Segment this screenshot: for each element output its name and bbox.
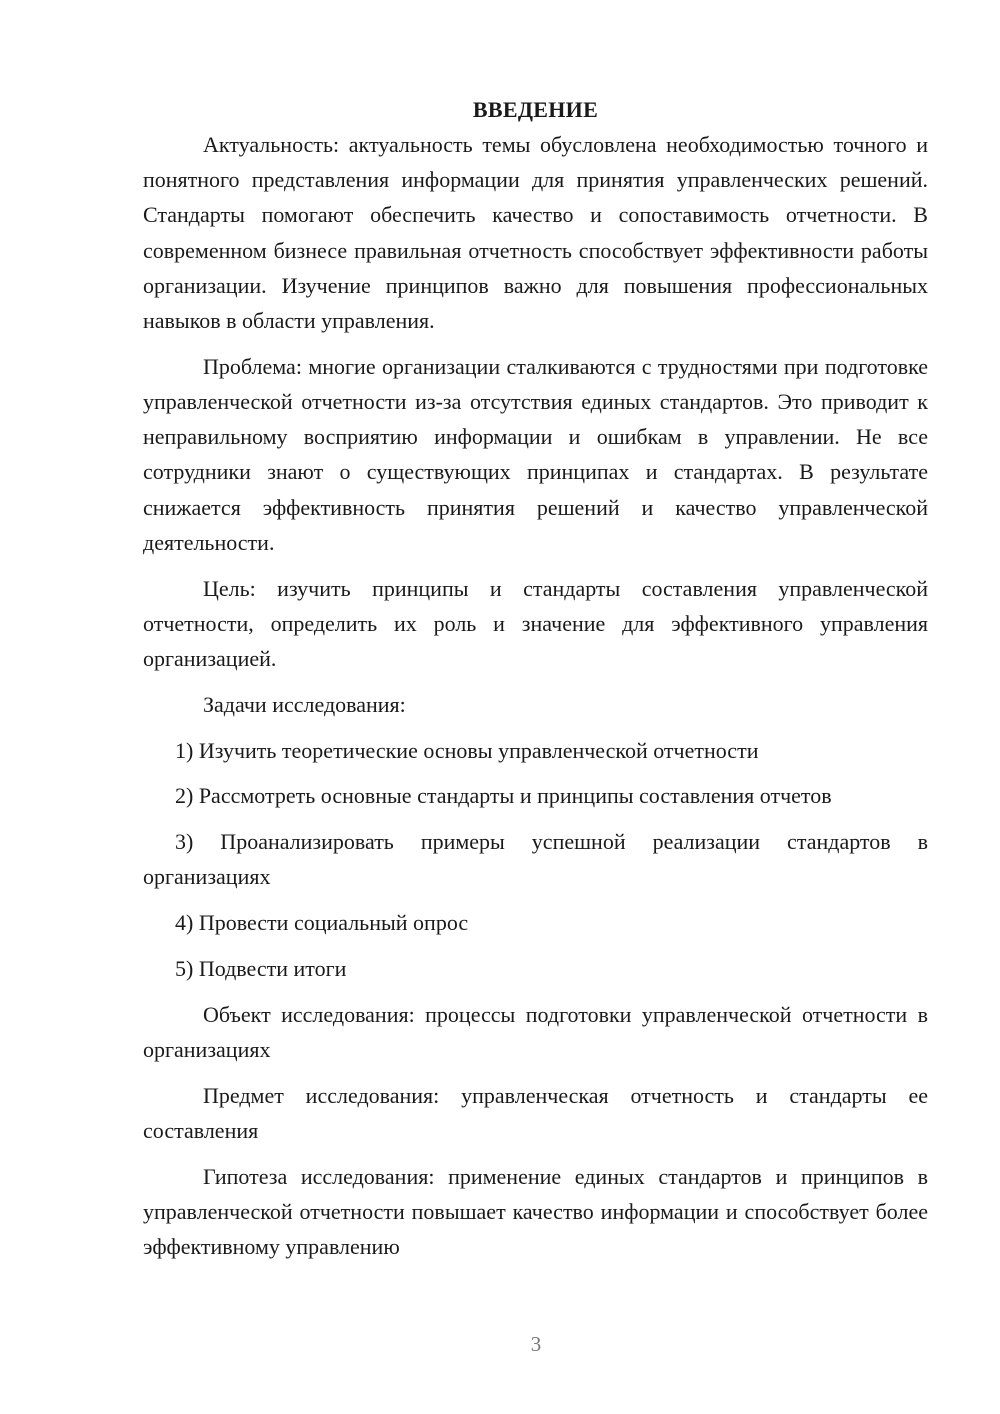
list-item: 4) Провести социальный опрос <box>175 910 469 936</box>
list-item: 1) Изучить теоретические основы управленческой отчетности <box>175 737 759 763</box>
list-item: 3) Проанализировать примеры успешной реализации стандартов в организациях <box>143 829 928 890</box>
page-title: ВВЕДЕНИЕ <box>472 97 599 122</box>
list-item: 5) Подвести итоги <box>175 956 347 982</box>
list-item: 2) Рассмотреть основные стандарты и принципы составления отчетов <box>175 783 832 809</box>
paragraph-object: Объект исследования: процессы подготовки управленческой отчетности в организациях <box>143 1001 928 1063</box>
paragraph-relevance: Актуальность: актуальность темы обусловлена необходимостью точного и понятного представления информации для принятия управленческих решений. Стандарты помогают обеспечить качество и сопоставимость отчетности. В современном бизнесе правильная отчетность способствует эффективности работы организации. Изучение принципов важно для повышения профессиональных навыков в области управления. <box>143 132 928 334</box>
paragraph-subject: Предмет исследования: управленческая отчетность и стандарты ее составления <box>143 1082 928 1144</box>
paragraph-hypothesis: Гипотеза исследования: применение единых стандартов и принципов в управленческой отчетности повышает качество информации и способствует более эффективному управлению <box>143 1163 928 1260</box>
page-number: 3 <box>530 1332 542 1356</box>
page-content <box>143 93 928 1275</box>
tasks-list <box>143 733 928 987</box>
paragraph-problem: Проблема: многие организации сталкиваются с трудностями при подготовке управленческой отчетности из-за отсутствия единых стандартов. Это приводит к неправильному восприятию информации и ошибкам в управлении. Не все сотрудники знают о существующих принципах и стандартах. В результате снижается эффективность принятия решений и качество управленческой деятельности. <box>143 353 928 555</box>
paragraph-tasks-heading: Задачи исследования: <box>203 691 406 717</box>
paragraph-goal: Цель: изучить принципы и стандарты составления управленческой отчетности, определить их роль и значение для эффективного управления организацией. <box>143 575 928 672</box>
